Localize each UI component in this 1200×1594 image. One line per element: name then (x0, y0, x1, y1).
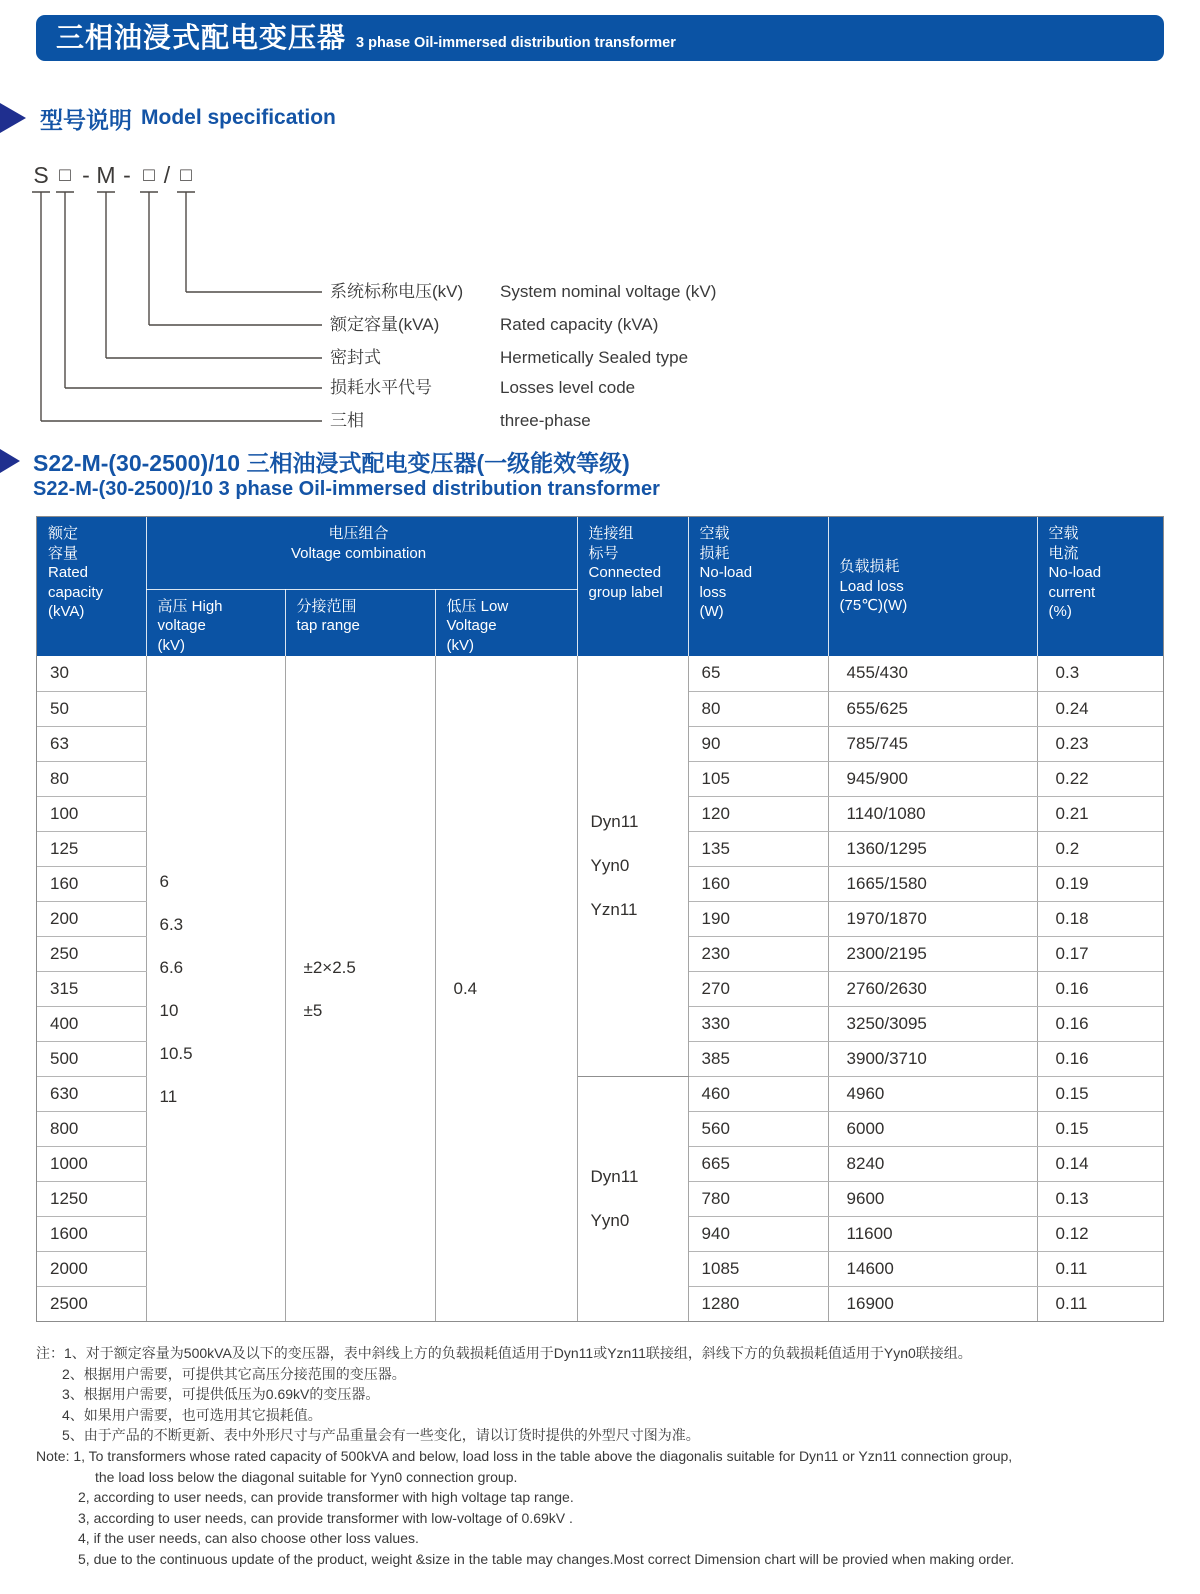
header-no-load-loss: 空载 损耗 No-load loss (W) (688, 517, 828, 656)
note-line-en: 3, according to user needs, can provide transformer with low-voltage of 0.69kV . (78, 1509, 573, 1526)
capacity-cell: 1600 (37, 1216, 146, 1251)
diagram-label-en: System nominal voltage (kV) (500, 282, 717, 301)
load-loss-cell: 6000 (828, 1111, 1037, 1146)
no-load-loss-cell: 1085 (688, 1251, 828, 1286)
capacity-cell: 1000 (37, 1146, 146, 1181)
no-load-loss-cell: 80 (688, 691, 828, 726)
no-load-current-cell: 0.13 (1037, 1181, 1163, 1216)
diagram-label-cn: 三相 (330, 411, 364, 430)
capacity-cell: 125 (37, 831, 146, 866)
no-load-current-cell: 0.24 (1037, 691, 1163, 726)
no-load-loss-cell: 270 (688, 971, 828, 1006)
no-load-current-cell: 0.3 (1037, 656, 1163, 691)
model-spec-heading (0, 102, 1200, 134)
load-loss-cell: 655/625 (828, 691, 1037, 726)
note-line-en: Note: 1, To transformers whose rated capacity of 500kVA and below, load loss in the table above the diagonalis suitable for Dyn11 or Yzn11 connection group, (36, 1447, 1013, 1464)
note-line-en: the load loss below the diagonal suitable for Yyn0 connection group. (95, 1468, 518, 1485)
no-load-current-cell: 0.12 (1037, 1216, 1163, 1251)
no-load-current-cell: 0.22 (1037, 761, 1163, 796)
model-code-char: / (163, 162, 171, 188)
note-line-en: 2, according to user needs, can provide transformer with high voltage tap range. (78, 1489, 574, 1506)
load-loss-cell: 945/900 (828, 761, 1037, 796)
no-load-loss-cell: 160 (688, 866, 828, 901)
load-loss-cell: 3900/3710 (828, 1041, 1037, 1076)
load-loss-cell: 9600 (828, 1181, 1037, 1216)
tap-range-value: ±5 (303, 1000, 323, 1020)
header-low-voltage: 低压 Low Voltage (kV) (435, 589, 577, 656)
model-code-char: M (96, 162, 116, 188)
model-code-char: S (33, 162, 49, 188)
diagram-label-en: Losses level code (500, 378, 636, 397)
product-series-heading-en: S22-M-(30-2500)/10 3 phase Oil-immersed distribution transformer (33, 478, 660, 500)
model-code-char: - (123, 162, 131, 188)
connected-group-cell (577, 656, 688, 1076)
no-load-current-cell: 0.16 (1037, 971, 1163, 1006)
spec-table (37, 517, 1163, 1321)
banner-title-cn: 三相油浸式配电变压器 (56, 22, 347, 53)
capacity-cell: 250 (37, 936, 146, 971)
load-loss-cell: 14600 (828, 1251, 1037, 1286)
capacity-cell: 315 (37, 971, 146, 1006)
no-load-loss-cell: 940 (688, 1216, 828, 1251)
no-load-loss-cell: 120 (688, 796, 828, 831)
note-line-cn: 4、如果用户需要，也可选用其它损耗值。 (62, 1406, 322, 1423)
tap-range-values-cell (285, 656, 435, 1321)
high-voltage-value: 10 (159, 1000, 179, 1020)
no-load-current-cell: 0.15 (1037, 1076, 1163, 1111)
capacity-cell: 160 (37, 866, 146, 901)
load-loss-cell: 16900 (828, 1286, 1037, 1321)
load-loss-cell: 11600 (828, 1216, 1037, 1251)
capacity-cell: 50 (37, 691, 146, 726)
diagram-label-cn: 密封式 (330, 348, 381, 367)
capacity-cell: 2000 (37, 1251, 146, 1286)
high-voltage-values-cell (146, 656, 285, 1321)
model-code-diagram (0, 160, 1200, 444)
header-voltage-combination: 电压组合 Voltage combination (146, 517, 577, 589)
model-spec-heading-en: Model specification (141, 106, 336, 129)
no-load-loss-cell: 90 (688, 726, 828, 761)
high-voltage-value: 6 (159, 871, 169, 891)
no-load-current-cell: 0.21 (1037, 796, 1163, 831)
no-load-current-cell: 0.19 (1037, 866, 1163, 901)
load-loss-cell: 4960 (828, 1076, 1037, 1111)
no-load-current-cell: 0.23 (1037, 726, 1163, 761)
no-load-loss-cell: 1280 (688, 1286, 828, 1321)
note-line-en: 5, due to the continuous update of the product, weight &size in the table may changes.Most correct Dimension chart will be provied when making order. (78, 1550, 1015, 1567)
load-loss-cell: 3250/3095 (828, 1006, 1037, 1041)
note-line-cn: 注：1、对于额定容量为500kVA及以下的变压器，表中斜线上方的负载损耗值适用于Dyn11或Yzn11联接组，斜线下方的负载损耗值适用于Yyn0联接组。 (36, 1345, 972, 1361)
capacity-cell: 100 (37, 796, 146, 831)
capacity-cell: 500 (37, 1041, 146, 1076)
load-loss-cell: 455/430 (828, 656, 1037, 691)
note-line-cn: 5、由于产品的不断更新、表中外形尺寸与产品重量会有一些变化，请以订货时提供的外型尺寸图为准。 (62, 1427, 700, 1444)
no-load-loss-cell: 560 (688, 1111, 828, 1146)
low-voltage-value: 0.4 (453, 978, 478, 998)
connected-group-value: Dyn11 (590, 1166, 639, 1186)
no-load-loss-cell: 385 (688, 1041, 828, 1076)
tap-range-value: ±2×2.5 (303, 957, 356, 977)
section-arrow-icon (0, 103, 26, 133)
no-load-loss-cell: 460 (688, 1076, 828, 1111)
connected-group-value: Yyn0 (590, 1210, 630, 1230)
capacity-cell: 80 (37, 761, 146, 796)
no-load-loss-cell: 665 (688, 1146, 828, 1181)
table-row (37, 656, 1163, 691)
load-loss-cell: 785/745 (828, 726, 1037, 761)
model-code-box: □ (59, 165, 71, 186)
diagram-label-cn: 损耗水平代号 (330, 378, 432, 397)
high-voltage-value: 6.6 (159, 957, 184, 977)
header-load-loss: 负载损耗 Load loss (75℃)(W) (828, 517, 1037, 656)
header-no-load-current: 空载 电流 No-load current (%) (1037, 517, 1163, 656)
no-load-loss-cell: 65 (688, 656, 828, 691)
model-spec-heading-cn: 型号说明 (40, 106, 132, 133)
connected-group-value: Yyn0 (590, 855, 630, 875)
diagram-label-cn: 系统标称电压(kV) (330, 282, 464, 301)
high-voltage-value: 6.3 (159, 914, 184, 934)
no-load-loss-cell: 330 (688, 1006, 828, 1041)
note-line-cn: 2、根据用户需要，可提供其它高压分接范围的变压器。 (62, 1365, 406, 1382)
capacity-cell: 400 (37, 1006, 146, 1041)
low-voltage-value-cell (435, 656, 577, 1321)
header-tap-range: 分接范围 tap range (285, 589, 435, 656)
connected-group-value: Yzn11 (590, 899, 638, 919)
capacity-cell: 1250 (37, 1181, 146, 1216)
no-load-current-cell: 0.16 (1037, 1041, 1163, 1076)
capacity-cell: 630 (37, 1076, 146, 1111)
no-load-current-cell: 0.2 (1037, 831, 1163, 866)
note-line-cn: 3、根据用户需要，可提供低压为0.69kV的变压器。 (62, 1386, 380, 1403)
diagram-label-en: Hermetically Sealed type (500, 348, 689, 367)
product-series-heading-cn: S22-M-(30-2500)/10 三相油浸式配电变压器(一级能效等级) (33, 449, 630, 476)
diagram-label-cn: 额定容量(kVA) (330, 315, 440, 334)
capacity-cell: 200 (37, 901, 146, 936)
diagram-label-en: Rated capacity (kVA) (500, 315, 659, 334)
capacity-cell: 2500 (37, 1286, 146, 1321)
no-load-loss-cell: 230 (688, 936, 828, 971)
capacity-cell: 63 (37, 726, 146, 761)
no-load-current-cell: 0.18 (1037, 901, 1163, 936)
banner-title-en: 3 phase Oil-immersed distribution transformer (356, 35, 676, 51)
load-loss-cell: 8240 (828, 1146, 1037, 1181)
spec-table-body (37, 656, 1163, 1321)
load-loss-cell: 1360/1295 (828, 831, 1037, 866)
header-connected-group: 连接组 标号 Connected group label (577, 517, 688, 656)
no-load-current-cell: 0.15 (1037, 1111, 1163, 1146)
header-rated-capacity: 额定 容量 Rated capacity (kVA) (37, 517, 146, 656)
section-arrow-icon (0, 449, 20, 473)
diagram-label-en: three-phase (500, 411, 591, 430)
load-loss-cell: 1665/1580 (828, 866, 1037, 901)
product-series-heading (0, 446, 1200, 503)
load-loss-cell: 2760/2630 (828, 971, 1037, 1006)
high-voltage-value: 11 (159, 1086, 178, 1106)
header-high-voltage: 高压 High voltage (kV) (146, 589, 285, 656)
no-load-loss-cell: 135 (688, 831, 828, 866)
title-banner (36, 15, 1164, 61)
no-load-current-cell: 0.14 (1037, 1146, 1163, 1181)
model-code-box: □ (180, 165, 192, 186)
model-code-char: - (82, 162, 90, 188)
load-loss-cell: 2300/2195 (828, 936, 1037, 971)
no-load-current-cell: 0.16 (1037, 1006, 1163, 1041)
connected-group-cell (577, 1076, 688, 1321)
no-load-current-cell: 0.17 (1037, 936, 1163, 971)
notes (36, 1343, 1200, 1570)
no-load-loss-cell: 105 (688, 761, 828, 796)
load-loss-cell: 1140/1080 (828, 796, 1037, 831)
no-load-loss-cell: 190 (688, 901, 828, 936)
model-code-box: □ (143, 165, 155, 186)
no-load-loss-cell: 780 (688, 1181, 828, 1216)
no-load-current-cell: 0.11 (1055, 1293, 1088, 1313)
no-load-current-cell: 0.11 (1037, 1251, 1163, 1286)
spec-table-wrap (36, 516, 1164, 1322)
high-voltage-value: 10.5 (159, 1043, 193, 1063)
note-line-en: 4, if the user needs, can also choose other loss values. (78, 1530, 419, 1547)
load-loss-cell: 1970/1870 (828, 901, 1037, 936)
connected-group-value: Dyn11 (590, 811, 639, 831)
capacity-cell: 30 (37, 656, 146, 691)
capacity-cell: 800 (37, 1111, 146, 1146)
